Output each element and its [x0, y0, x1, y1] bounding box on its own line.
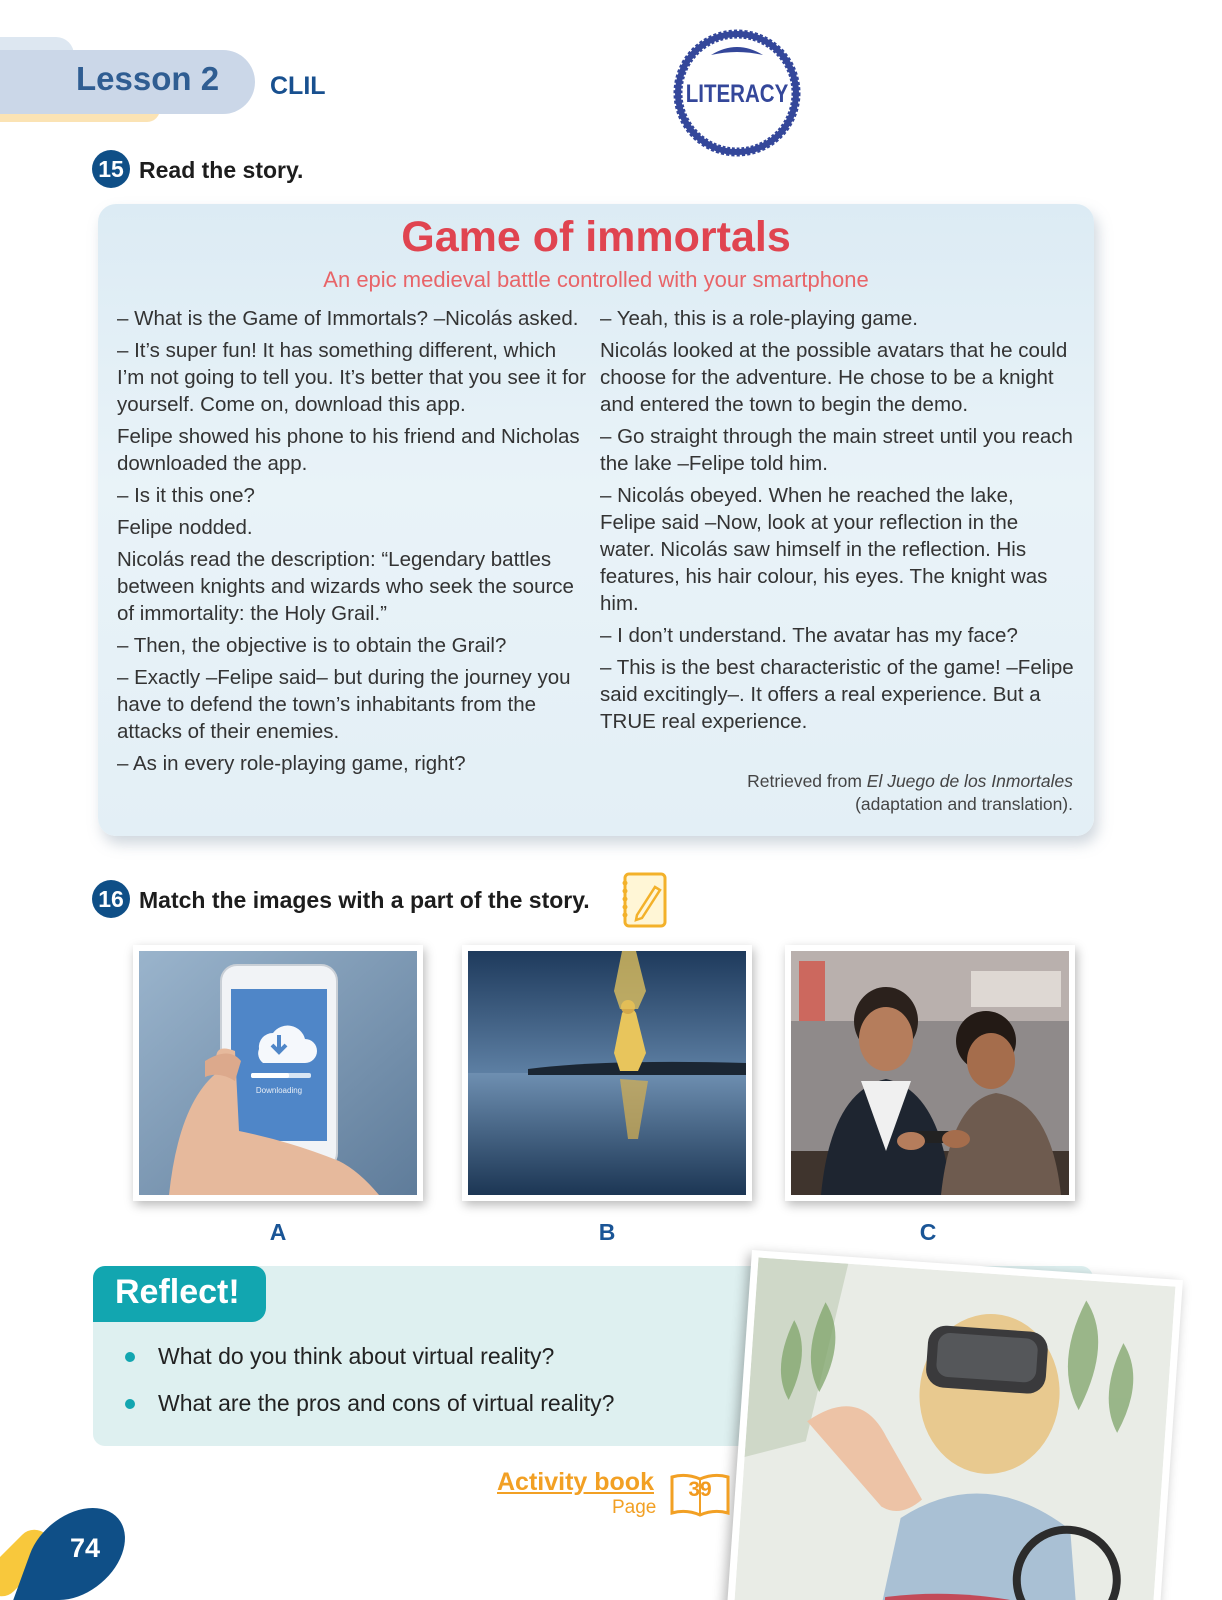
story-paragraph: – Exactly –Felipe said– but during the journey you have to defend the town’s inhabitants from the attacks of their enemies. [117, 666, 571, 743]
story-paragraph: Felipe showed his phone to his friend and Nicholas downloaded the app. [117, 425, 580, 475]
bullet-dot [125, 1399, 135, 1409]
story-paragraph: – It’s super fun! It has something different, which I’m not going to tell you. It’s better that you see it for yourself. Come on, download this app. [117, 339, 587, 416]
vr-photo [724, 1250, 1183, 1600]
reflect-title: Reflect! [115, 1273, 240, 1311]
story-paragraph: – Yeah, this is a role-playing game. [600, 307, 918, 330]
activity-book-page-label: Page [612, 1497, 657, 1518]
image-label-c: C [919, 1219, 937, 1245]
exercise-instruction: Match the images with a part of the story. [139, 887, 590, 913]
story-title: Game of immortals [401, 213, 791, 261]
story-paragraph: – Is it this one? [117, 484, 255, 507]
story-paragraph: – Then, the objective is to obtain the Grail? [117, 634, 507, 657]
knight-lake-illustration [468, 951, 746, 1195]
section-label: CLIL [270, 72, 326, 100]
exercise-number-badge: 16 [92, 880, 130, 918]
reflect-question: What do you think about virtual reality? [158, 1343, 555, 1369]
story-paragraph: – This is the best characteristic of the game! –Felipe said excitingly–. It offers a real experience. But a TRUE real experience. [600, 656, 1074, 733]
image-a-phone-downloading [133, 945, 423, 1201]
story-paragraph: Nicolás read the description: “Legendary battles between knights and wizards who seek the source of immortality: the Holy Grail.” [117, 548, 574, 625]
activity-book-page-number: 39 [688, 1478, 712, 1501]
page-number: 74 [70, 1533, 101, 1563]
download-screen-text: Downloading [255, 1086, 303, 1095]
lesson-title: Lesson 2 [76, 60, 220, 97]
story-paragraph: Felipe nodded. [117, 516, 253, 539]
image-c-boys-with-phone [785, 945, 1075, 1201]
literacy-stamp [671, 27, 803, 159]
story-column-right [600, 305, 1075, 740]
story-paragraph: – What is the Game of Immortals? –Nicolás asked. [117, 307, 579, 330]
image-label-a: A [269, 1219, 287, 1245]
activity-book-link[interactable]: Activity book [497, 1468, 654, 1496]
image-label-b: B [598, 1219, 616, 1245]
story-paragraph: Nicolás looked at the possible avatars that he could choose for the adventure. He chose to be a knight and entered the town to begin the demo. [600, 339, 1068, 416]
reflect-question: What are the pros and cons of virtual reality? [158, 1390, 615, 1416]
story-column-left [117, 305, 587, 782]
image-b-knight-reflection [462, 945, 752, 1201]
stamp-label: LITERACY [685, 80, 789, 108]
source-suffix: (adaptation and translation). [855, 794, 1073, 814]
story-subtitle: An epic medieval battle controlled with your smartphone [323, 267, 869, 292]
exercise-number-badge: 15 [92, 150, 130, 188]
bullet-dot [125, 1352, 135, 1362]
exercise-instruction: Read the story. [139, 157, 304, 183]
story-paragraph: – Go straight through the main street until you reach the lake –Felipe told him. [600, 425, 1073, 475]
source-title: El Juego de los Inmortales [866, 771, 1073, 791]
story-source [620, 770, 1073, 816]
vr-headset-girl-illustration [732, 1257, 1176, 1600]
boys-phone-illustration [791, 951, 1069, 1195]
source-prefix: Retrieved from [747, 771, 867, 791]
story-paragraph: – As in every role-playing game, right? [117, 752, 466, 775]
phone-download-illustration [139, 951, 417, 1195]
story-paragraph: – Nicolás obeyed. When he reached the lake, Felipe said –Now, look at your reflection in the water. Nicolás saw himself in the reflection. His features, his hair colour, his eyes. The knight was him. [600, 484, 1048, 615]
notepad-pencil-icon [619, 871, 669, 929]
story-paragraph: – I don’t understand. The avatar has my face? [600, 624, 1018, 647]
